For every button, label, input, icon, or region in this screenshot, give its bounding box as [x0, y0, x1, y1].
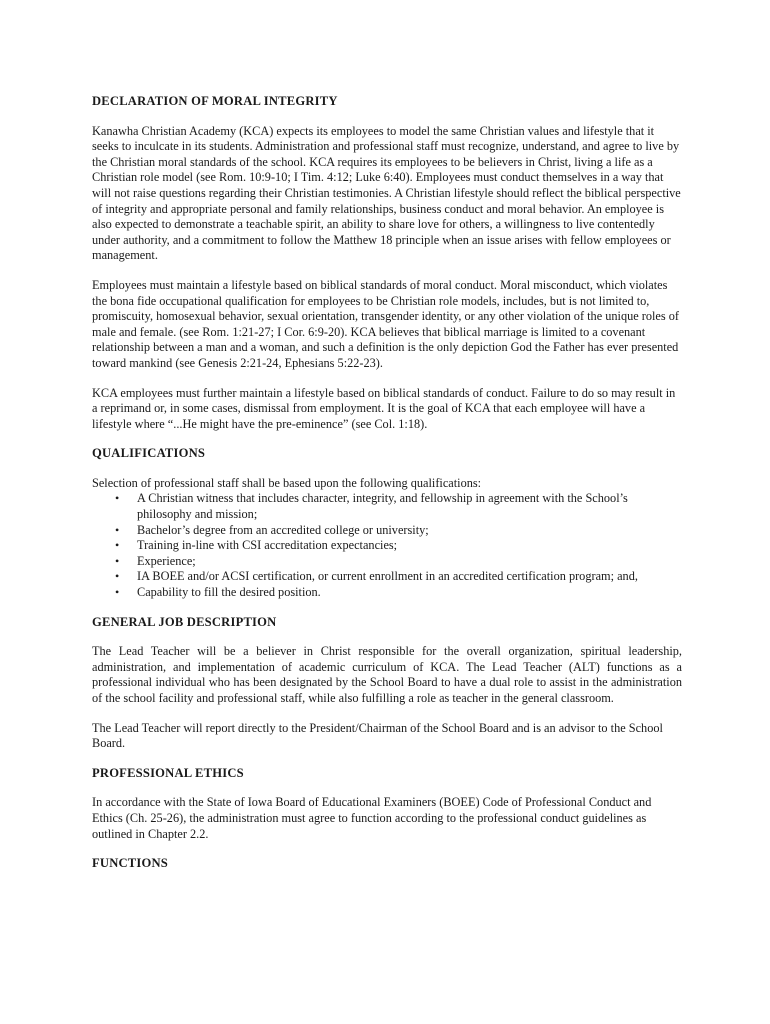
section-heading-functions: FUNCTIONS: [92, 856, 168, 871]
list-item: • Training in-line with CSI accreditation expectancies;: [137, 538, 682, 554]
section-heading-qualifications: QUALIFICATIONS: [92, 446, 206, 461]
list-item: • Capability to fill the desired position.: [137, 585, 682, 601]
document-page: [92, 94, 682, 886]
moral-paragraph-2: Employees must maintain a lifestyle based on biblical standards of moral conduct. Moral misconduct, which violates the bona fide occupational qualification for employees to be Christian role models, includes, but is not limited to, promiscuity, homosexual behavior, sexual orientation, transgender identity, or any other violation of the unique roles of male and female. (see Rom. 1:21-27; I Cor. 6:9-20). KCA believes that biblical marriage is limited to a covenant relationship between a man and a woman, and such a definition is the only depiction God the Father has ever presented toward mankind (see Genesis 2:21-24, Ephesians 5:22-23).: [92, 277, 679, 370]
list-item: • A Christian witness that includes character, integrity, and fellowship in agreement with the School’s philosophy and mission;: [137, 491, 682, 522]
moral-paragraph-1: Kanawha Christian Academy (KCA) expects its employees to model the same Christian values and lifestyle that it seeks to inculcate in its students. Administration and professional staff must recognize, understand, and agree to live by the Christian moral standards of the school. KCA requires its employees to be believers in Christ, living a life as a Christian role model (see Rom. 10:9-10; I Tim. 4:12; Luke 6:40). Employees must conduct themselves in a way that will not raise questions regarding their Christian testimonies. A Christian lifestyle should reflect the biblical perspective of integrity and appropriate personal and family relationships, business conduct and moral behavior. An employee is also expected to demonstrate a teachable spirit, an ability to share love for others, a willingness to live contentedly under authority, and a commitment to follow the Matthew 18 principle when an issue arises with fellow employees or management.: [92, 123, 681, 263]
list-item: • Bachelor’s degree from an accredited college or university;: [137, 523, 682, 539]
ethics-paragraph-1: In accordance with the State of Iowa Board of Educational Examiners (BOEE) Code of Professional Conduct and Ethics (Ch. 25-26), the administration must agree to function according to the professional conduct guidelines as outlined in Chapter 2.2.: [92, 795, 652, 841]
job-paragraph-2: The Lead Teacher will report directly to the President/Chairman of the School Board and is an advisor to the School Board.: [92, 720, 663, 751]
qualifications-list: [92, 491, 682, 600]
list-item: • Experience;: [137, 554, 682, 570]
job-paragraph-1: The Lead Teacher will be a believer in Christ responsible for the overall organization, spiritual leadership, administration, and implementation of academic curriculum of KCA. The Lead Teacher (ALT) functions as a professional individual who has been designated by the School Board to have a dual role to assist in the administration of the school facility and professional staff, while also fulfilling a role as teacher in the general classroom.: [92, 644, 682, 705]
qualifications-intro: Selection of professional staff shall be based upon the following qualifications:: [92, 475, 482, 490]
section-heading-professional-ethics: PROFESSIONAL ETHICS: [92, 765, 244, 780]
section-heading-moral-integrity: DECLARATION OF MORAL INTEGRITY: [92, 94, 338, 108]
section-heading-job-description: GENERAL JOB DESCRIPTION: [92, 614, 277, 629]
list-item: • IA BOEE and/or ACSI certification, or current enrollment in an accredited certification program; and,: [137, 569, 682, 585]
moral-paragraph-3: KCA employees must further maintain a lifestyle based on biblical standards of conduct. Failure to do so may result in a reprimand or, in some cases, dismissal from employment. It is the goal of KCA that each employee will have a lifestyle where “...He might have the pre-eminence” (see Col. 1:18).: [92, 385, 676, 431]
